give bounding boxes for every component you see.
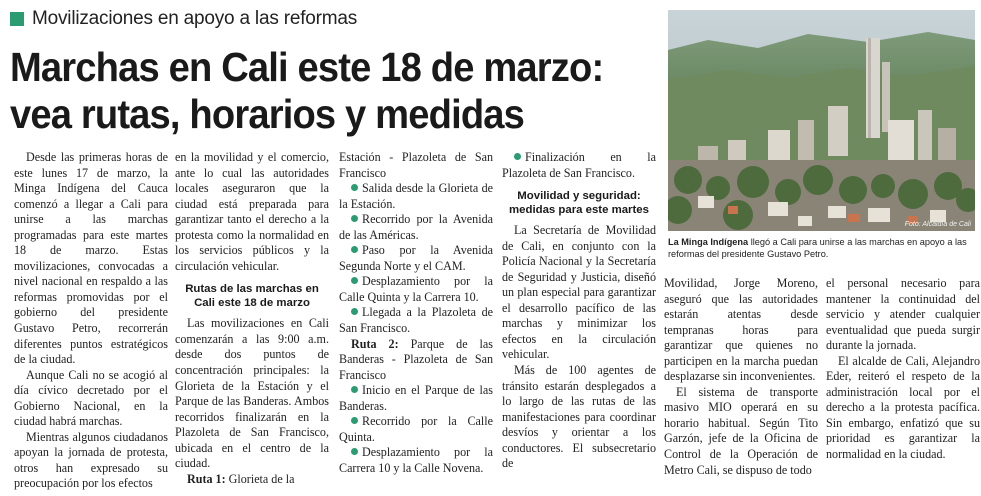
route-step-text: Recorrido por la Avenida de las Américas.: [339, 212, 493, 242]
bullet-icon: [351, 184, 358, 191]
article-column-2: [175, 150, 329, 487]
article-column-1: [14, 150, 168, 492]
section-kicker: [6, 6, 357, 32]
headline-line-2: vea rutas, horarios y medidas: [10, 91, 525, 137]
article-column-6: [826, 276, 980, 463]
caption-bold: La Minga Indígena: [668, 237, 749, 247]
route-step-text: Finalización en la Plazoleta de San Francisco.: [502, 150, 656, 180]
route-step: [339, 445, 493, 476]
route-1-text: Glorieta de la: [225, 471, 295, 486]
bullet-icon: [351, 215, 358, 222]
paragraph: Las movilizaciones en Cali comenzarán a las 9:00 a.m. desde dos puntos de concentración principales: la Glorieta de la Estación y el Parque de las Banderas. Ambos recorridos finalizarán en la Plazoleta de San Francisco, ubicada en el centro de la ciudad.: [175, 316, 329, 471]
route-step-text: Paso por la Avenida Segunda Norte y el CAM.: [339, 243, 493, 273]
bullet-icon: [351, 417, 358, 424]
route-step: [339, 243, 493, 274]
headline-line-1: Marchas en Cali este 18 de marzo:: [10, 44, 604, 90]
headline: [10, 44, 615, 138]
kicker-text: Movilizaciones en apoyo a las reformas: [32, 8, 358, 29]
route-step: [339, 274, 493, 305]
paragraph: El sistema de transporte masivo MIO operará en su horario habitual. Según Tito Garzón, jefe de la Oficina de Control de la Operación de Metro Cali, se dispuso de todo: [664, 384, 818, 477]
paragraph: Estación - Plazoleta de San Francisco: [339, 150, 493, 180]
route-1-label: Ruta 1:: [187, 471, 226, 486]
bullet-icon: [351, 277, 358, 284]
article-column-3: [339, 150, 493, 476]
route-step: [339, 383, 493, 414]
route-2-text: Parque de las Banderas - Plazoleta de San Francisco: [339, 336, 493, 382]
paragraph: el personal necesario para mantener la continuidad del servicio y atender cualquier eventualidad que pueda surgir durante la jornada.: [826, 276, 980, 353]
paragraph: Desde las primeras horas de este lunes 17 de marzo, la Minga Indígena del Cauca comenzó a llegar a Cali para unirse a las marchas programadas para este martes 18 de marzo. Estas movilizaciones, convocadas a nivel nacional en respaldo a las reformas promovidas por el gobierno del presidente Gustavo Petro, recorrerán diferentes puntos estratégicos de la ciudad.: [14, 150, 168, 367]
route-step: [339, 305, 493, 336]
paragraph: Mientras algunos ciudadanos apoyan la jornada de protesta, otros han expresado su preocupación por los efectos: [14, 429, 168, 491]
route-step: [339, 212, 493, 243]
subheading-mobility: Movilidad y seguridad: medidas para este martes: [509, 190, 649, 216]
photo-caption: [668, 236, 975, 260]
paragraph: Aunque Cali no se acogió al día cívico decretado por el Gobierno Nacional, en la ciudad habrá marchas.: [14, 367, 168, 429]
route-step: [339, 181, 493, 212]
city-photo: [668, 10, 975, 231]
bullet-icon: [351, 386, 358, 393]
route-step-text: Desplazamiento por la Calle Quinta y la Carrera 10.: [339, 274, 493, 304]
bullet-icon: [514, 153, 521, 160]
route-step: [339, 414, 493, 445]
route-step-text: Inicio en el Parque de las Banderas.: [339, 383, 493, 413]
route-2-intro: [339, 337, 493, 384]
paragraph: El alcalde de Cali, Alejandro Eder, reiteró el respeto de la administración local por el derecho a la protesta pacífica. Sin embargo, enfatizó que su prioridad es garantizar la normalidad en la ciudad.: [826, 353, 980, 462]
photo-credit: Foto: Alcaldía de Cali: [904, 221, 971, 228]
paragraph: Movilidad, Jorge Moreno, aseguró que las autoridades estarán atentas desde tempranas horas para garantizar que quienes no participen en la marcha puedan desplazarse sin inconvenientes.: [664, 276, 818, 384]
route-1-intro: [175, 472, 329, 488]
cali-skyline-image: [668, 10, 975, 231]
route-step-text: Salida desde la Glorieta de la Estación.: [339, 181, 493, 211]
paragraph: Más de 100 agentes de tránsito estarán desplegados a lo largo de las rutas de las manifestaciones para coordinar desvíos y orientar a los conductores. El subsecretario de: [502, 363, 656, 471]
article-column-4: [502, 150, 656, 472]
bullet-icon: [351, 308, 358, 315]
subheading-routes: Rutas de las marchas en Cali este 18 de marzo: [185, 283, 319, 309]
route-step-text: Desplazamiento por la Carrera 10 y la Calle Novena.: [339, 445, 493, 475]
bullet-icon: [351, 246, 358, 253]
route-2-label: Ruta 2:: [351, 336, 399, 351]
bullet-icon: [351, 448, 358, 455]
route-step-text: Recorrido por la Calle Quinta.: [339, 414, 493, 444]
caption-text: llegó a Cali para unirse a las marchas en apoyo a las reformas del presidente Gustavo Petro.: [668, 237, 967, 259]
route-step-text: Llegada a la Plazoleta de San Francisco.: [339, 305, 493, 336]
article-column-5: [664, 276, 818, 478]
paragraph: La Secretaría de Movilidad de Cali, en conjunto con la Policía Nacional y la Secretaría de Seguridad y Justicia, diseñó un plan especial para garantizar el desarrollo pacífico de las marchas y minimizar los efectos en la circulación vehicular.: [502, 223, 656, 362]
route-step: [502, 150, 656, 181]
paragraph: en la movilidad y el comercio, ante lo cual las autoridades locales aseguraron que la ciudad está preparada para garantizar tanto el derecho a la protesta como la normalidad en los servicios públicos y la circulación vehicular.: [175, 150, 329, 273]
kicker-square-icon: [10, 12, 24, 26]
